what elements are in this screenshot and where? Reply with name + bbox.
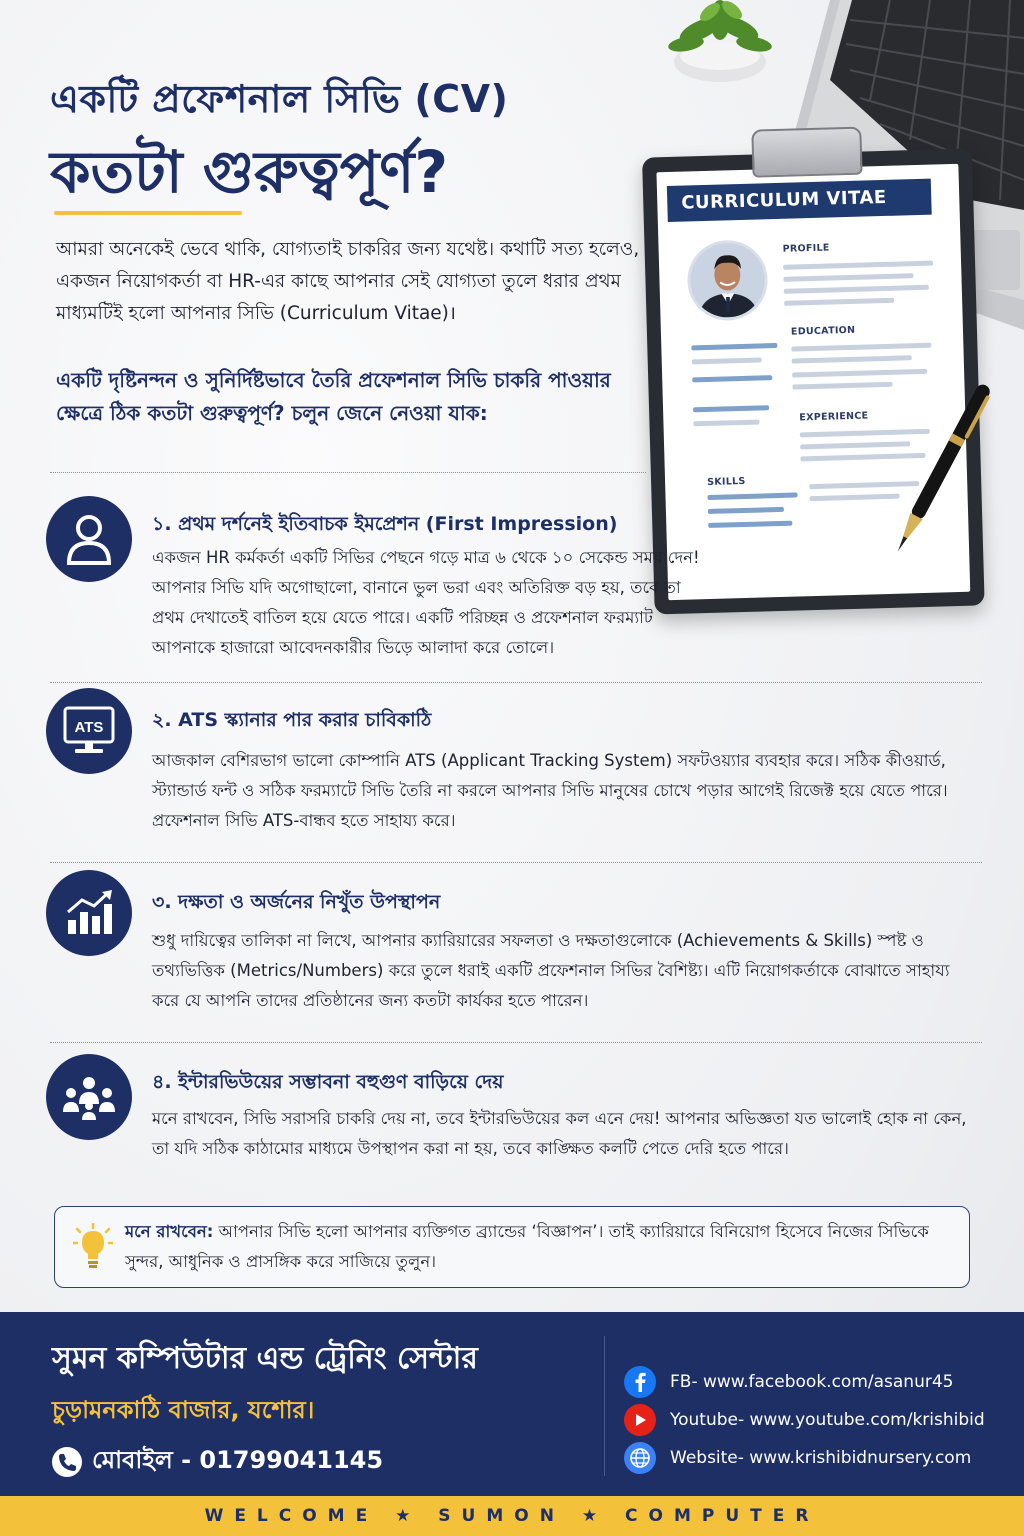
section-3-body: শুধু দায়িত্বের তালিকা না লিখে, আপনার ক্যারিয়ারের সফলতা ও দক্ষতাগুলোকে (Achievements & Skills) স্পষ্ট ও তথ্যভিত্তিক (Metrics/Numbers) করে তুলে ধরাই একটি প্রফেশনাল সিভির বৈশিষ্ট্য। এটি নিয়োগকর্তাকে বোঝাতে সাহায্য করে যে আপনি তাদের প্রতিষ্ঠানের জন্য কতটা কার্যকর হতে পারেন। [152,931,950,1010]
cv-label-profile: PROFILE [782,242,830,255]
ats-icon-label: ATS [74,719,104,736]
lightbulb-icon [73,1223,113,1271]
phone-icon [52,1447,82,1477]
section-divider [50,862,982,863]
reminder-label: মনে রাখবেন: [125,1222,214,1241]
facebook-icon [624,1366,656,1398]
section-1-title: ১. প্রথম দর্শনেই ইতিবাচক ইমপ্রেশন (First Impression) [152,513,618,535]
page-title-line2: কতটা গুরুত্বপূর্ণ? [50,138,448,206]
website-link-text[interactable]: Website- www.krishibidnursery.com [670,1448,972,1468]
intro-paragraph: আমরা অনেকেই ভেবে থাকি, যোগ্যতাই চাকরির জন্য যথেষ্ট। কথাটি সত্য হলেও, একজন নিয়োগকর্তা বা HR-এর কাছে আপনার সেই যোগ্যতা তুলে ধরার প্রথম মাধ্যমটিই হলো আপনার সিভি (Curriculum Vitae)। [56,239,640,324]
pen-icon [890,372,990,572]
footer-phone-text[interactable]: মোবাইল - 01799041145 [92,1446,384,1474]
cv-label-skills: SKILLS [706,475,746,488]
interview-group-icon [61,1074,117,1120]
footer [0,1312,1024,1496]
section-divider [50,1042,982,1043]
section-2-icon [46,688,132,774]
reminder-message: আপনার সিভি হলো আপনার ব্যক্তিগত ব্র্যান্ডের ‘বিজ্ঞাপন’। তাই ক্যারিয়ারে বিনিয়োগ হিসেবে নিজের সিভিকে সুন্দর, আধুনিক ও প্রাসঙ্গিক করে সাজিয়ে তুলুন। [125,1222,929,1271]
cv-label-experience: EXPERIENCE [799,410,869,424]
page-title-line1: একটি প্রফেশনাল সিভি (CV) [50,77,509,121]
youtube-icon [624,1404,656,1436]
section-divider [50,472,646,473]
section-2-body: আজকাল বেশিরভাগ ভালো কোম্পানি ATS (Applicant Tracking System) সফটওয়্যার ব্যবহার করে। সঠিক কীওয়ার্ড, স্ট্যান্ডার্ড ফন্ট ও সঠিক ফরম্যাটে সিভি তৈরি না করলে আপনার সিভি মানুষের চোখে পড়ার আগেই রিজেক্ট হয়ে যেতে পারে। প্রফেশনাল সিভি ATS-বান্ধব হতে সাহায্য করে। [152,751,948,830]
section-4-title: ৪. ইন্টারভিউয়ের সম্ভাবনা বহুগুণ বাড়িয়ে দেয় [152,1071,504,1093]
section-1-icon [46,496,132,582]
globe-icon [624,1442,656,1474]
section-3-icon [46,870,132,956]
section-4-icon [46,1054,132,1140]
footer-business-name: সুমন কম্পিউটার এন্ড ট্রেনিং সেন্টার [52,1341,478,1376]
plant-icon [640,0,790,82]
footer-link-website[interactable] [624,1442,971,1474]
footer-link-youtube[interactable] [624,1404,985,1436]
section-4-body: মনে রাখবেন, সিভি সরাসরি চাকরি দেয় না, তবে ইন্টারভিউয়ের কল এনে দেয়! আপনার অভিজ্ঞতা যত ভালোই হোক না কেন, তা যদি সঠিক কাঠামোর মাধ্যমে উপস্থাপন করা না হয়, তবে কাঙ্ক্ষিত কলটি পেতে দেরি হতে পারে। [152,1109,967,1158]
footer-divider [604,1336,605,1476]
footer-address: চুড়ামনকাঠি বাজার, যশোর। [52,1396,315,1424]
user-icon [65,513,113,565]
facebook-link-text[interactable]: FB- www.facebook.com/asanur45 [670,1372,954,1392]
growth-chart-icon [64,890,114,936]
cv-label-education: EDUCATION [790,324,856,338]
welcome-strip: WELCOME ★ SUMON ★ COMPUTER [0,1496,1024,1536]
title-underline [54,211,242,215]
footer-phone [52,1442,383,1482]
section-1-body: একজন HR কর্মকর্তা একটি সিভির পেছনে গড়ে মাত্র ৬ থেকে ১০ সেকেন্ড সময় দেন! আপনার সিভি যদি অগোছালো, বানানে ভুল ভরা এবং অতিরিক্ত বড় হয়, তবে তা প্রথম দেখাতেই বাতিল হয়ে যেতে পারে। একটি পরিচ্ছন্ন ও প্রফেশনাল ফরম্যাট আপনাকে হাজারো আবেদনকারীর ভিড়ে আলাদা করে তোলে। [152,548,700,657]
section-divider [50,682,982,683]
youtube-link-text[interactable]: Youtube- www.youtube.com/krishibid [670,1410,985,1430]
cv-heading: CURRICULUM VITAE [667,179,932,222]
footer-link-facebook[interactable] [624,1366,953,1398]
intro-lead: একটি দৃষ্টিনন্দন ও সুনির্দিষ্টভাবে তৈরি প্রফেশনাল সিভি চাকরি পাওয়ার ক্ষেত্রে ঠিক কতটা গুরুত্বপূর্ণ? চলুন জেনে নেওয়া যাক: [56,368,611,425]
person-portrait-icon [689,242,765,318]
clipboard-clip [751,127,862,178]
ats-monitor-icon [63,706,115,756]
section-2-title: ২. ATS স্ক্যানার পার করার চাবিকাঠি [152,709,432,731]
reminder-box [54,1206,970,1288]
section-3-title: ৩. দক্ষতা ও অর্জনের নিখুঁত উপস্থাপন [152,891,441,913]
reminder-text [125,1217,955,1277]
